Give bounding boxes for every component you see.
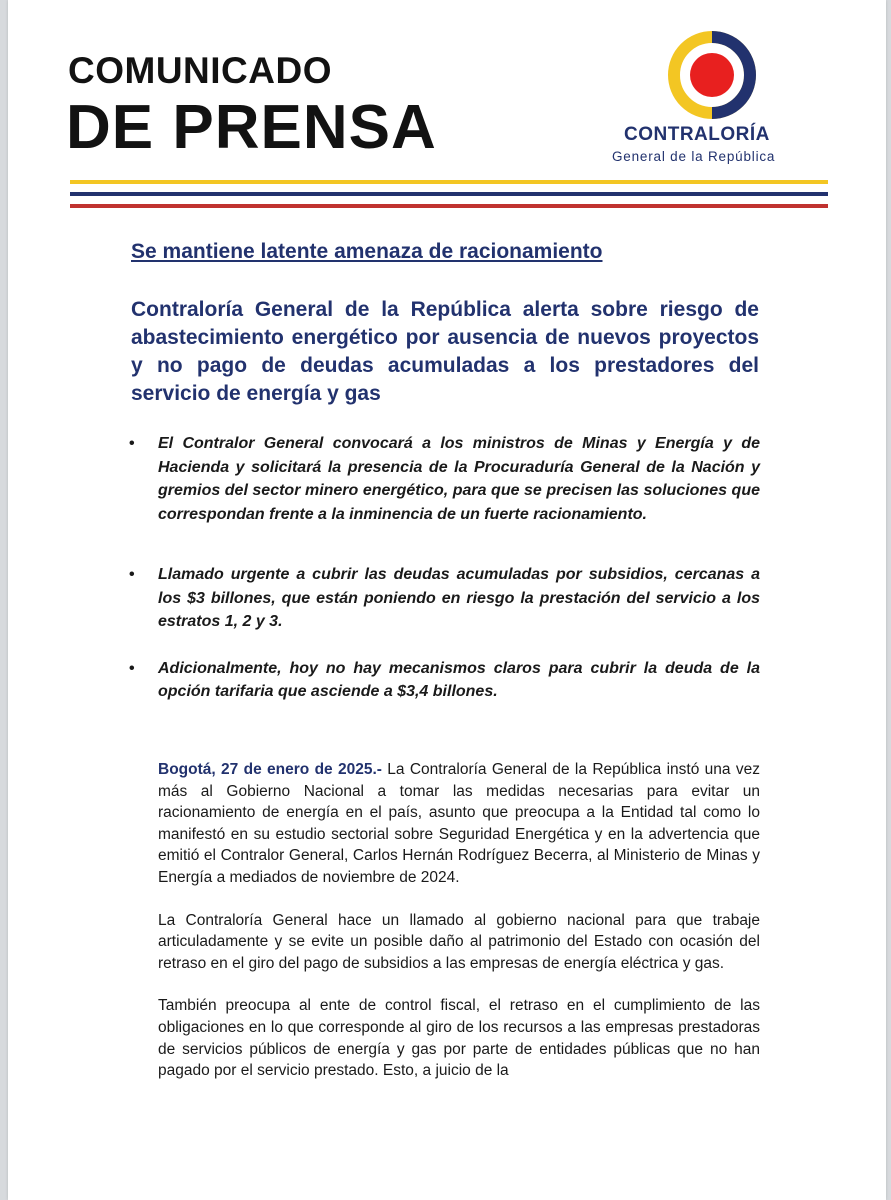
press-headline: Contraloría General de la República alerta sobre riesgo de abastecimiento energético por ausencia de nuevos proyectos y no pago de deudas acumuladas a los prestadores del servicio de energía y gas (131, 298, 759, 405)
stripe-blue (70, 192, 828, 196)
dateline: Bogotá, 27 de enero de 2025.- (158, 761, 382, 778)
stripe-red (70, 204, 828, 208)
bullet-dot-icon: • (129, 435, 135, 452)
document-page (8, 0, 886, 1200)
bullet-text: Adicionalmente, hoy no hay mecanismos claros para cubrir la deuda de la opción tarifaria que asciende a $3,4 billones. (158, 659, 760, 700)
bullet-text: Llamado urgente a cubrir las deudas acumuladas por subsidios, cercanas a los $3 billones, que están poniendo en riesgo la prestación del servicio a los estratos 1, 2 y 3. (158, 566, 760, 630)
press-body (158, 759, 760, 1103)
body-paragraph (158, 759, 760, 889)
bullet-dot-icon: • (129, 566, 135, 583)
bullet-text: El Contralor General convocará a los ministros de Minas y Energía y de Hacienda y solicitará la presencia de la Procuraduría General de la Nación y gremios del sector minero energético, para que se precisen las soluciones que correspondan frente a la inminencia de un fuerte racionamiento. (158, 435, 760, 523)
key-points-list (129, 432, 760, 704)
title-line-1: COMUNICADO (68, 50, 332, 91)
bullet-dot-icon: • (129, 659, 135, 677)
logo-subtitle: General de la República (612, 149, 776, 164)
press-subtitle: Se mantiene latente amenaza de racionamiento (131, 240, 603, 263)
logo-name: CONTRALORÍA (624, 124, 770, 145)
bullet-item (129, 657, 760, 704)
contraloria-logo-icon (665, 28, 759, 122)
body-paragraph: La Contraloría General hace un llamado al gobierno nacional para que trabaje articuladamente y se evite un posible daño al patrimonio del Estado con ocasión del retraso en el giro del pago de subsidios a las empresas de energía eléctrica y gas. (158, 911, 760, 972)
bullet-item (129, 432, 760, 526)
body-paragraph: También preocupa al ente de control fiscal, el retraso en el cumplimiento de las obligaciones en lo que corresponde al giro de los recursos a las empresas prestadoras de servicios públicos de energía y gas por parte de entidades públicas que no han pagado por el servicio prestado. Esto, a juicio de la (158, 997, 760, 1080)
stripe-yellow (70, 180, 828, 184)
bullet-item (129, 563, 760, 634)
body-paragraph-1-text: La Contraloría General de la República instó una vez más al Gobierno Nacional a tomar las medidas necesarias para evitar un racionamiento de energía en el país, asunto que preocupa a la Entidad tal como lo manifestó en su estudio sectorial sobre Seguridad Energética y en la advertencia que emitió el Contralor General, Carlos Hernán Rodríguez Becerra, al Ministerio de Minas y Energía a mediados de noviembre de 2024. (158, 761, 761, 886)
title-line-2: DE PRENSA (66, 93, 437, 162)
